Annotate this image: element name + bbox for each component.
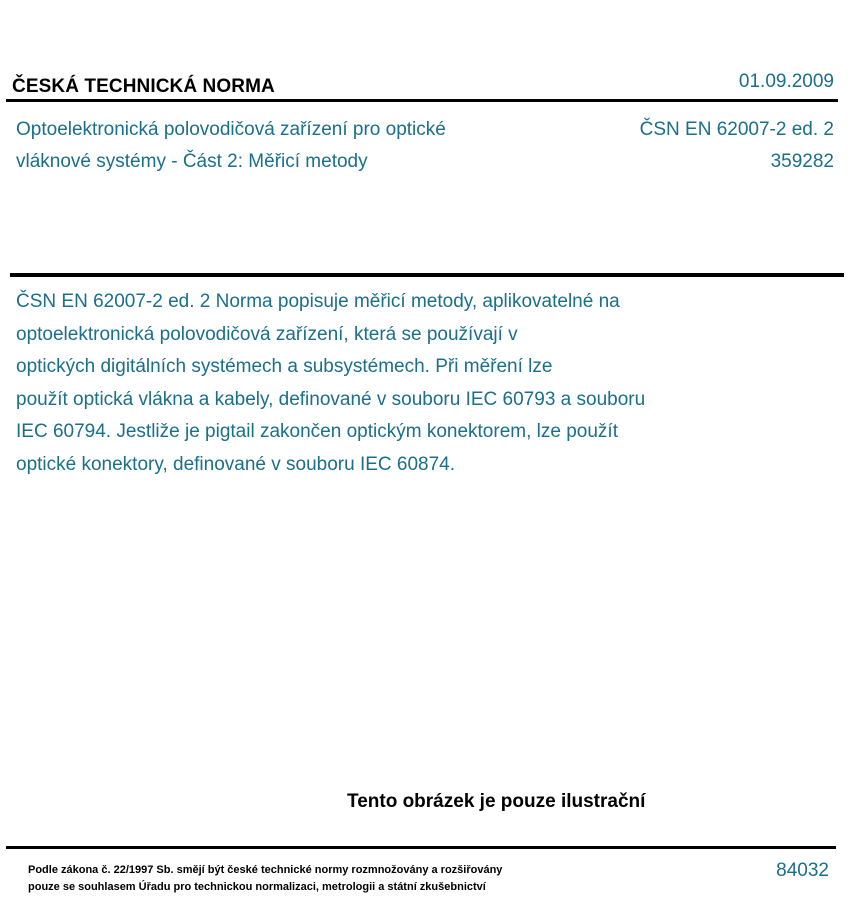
class-number: 359282 bbox=[770, 151, 834, 172]
standard-designation: ČSN EN 62007-2 ed. 2 bbox=[639, 119, 834, 140]
abstract-line: optoelektronická polovodičová zařízení, která se používají v bbox=[16, 323, 518, 345]
legal-line: pouze se souhlasem Úřadu pro technickou normalizaci, metrologii a státní zkušebnictví bbox=[28, 881, 486, 893]
abstract-line: použít optická vlákna a kabely, definované v souboru IEC 60793 a souboru bbox=[16, 388, 646, 410]
top-divider bbox=[6, 99, 838, 102]
document-number: 84032 bbox=[776, 860, 829, 881]
standard-title bbox=[16, 114, 576, 178]
abstract-line: optické konektory, definované v souboru IEC 60874. bbox=[16, 453, 456, 475]
standard-title-line: vláknové systémy - Část 2: Měřicí metody bbox=[16, 151, 368, 172]
standard-identifiers bbox=[640, 114, 834, 178]
abstract-line: IEC 60794. Jestliže je pigtail zakončen optickým konektorem, lze použít bbox=[16, 421, 618, 442]
legal-line: Podle zákona č. 22/1997 Sb. smějí být české technické normy rozmnožovány a rozšiřovány bbox=[28, 864, 503, 876]
standard-title-line: Optoelektronická polovodičová zařízení pro optické bbox=[16, 119, 446, 140]
header-title: ČESKÁ TECHNICKÁ NORMA bbox=[12, 76, 275, 97]
legal-notice bbox=[28, 862, 502, 896]
abstract-line: optických digitálních systémech a subsystémech. Při měření lze bbox=[16, 356, 553, 377]
abstract-line: ČSN EN 62007-2 ed. 2 Norma popisuje měřicí metody, aplikovatelné na bbox=[16, 291, 620, 312]
illustration-disclaimer: Tento obrázek je pouze ilustrační bbox=[347, 791, 646, 812]
bottom-divider bbox=[6, 846, 836, 849]
abstract-text bbox=[16, 286, 756, 481]
publication-date: 01.09.2009 bbox=[738, 71, 834, 92]
middle-divider bbox=[10, 273, 844, 277]
